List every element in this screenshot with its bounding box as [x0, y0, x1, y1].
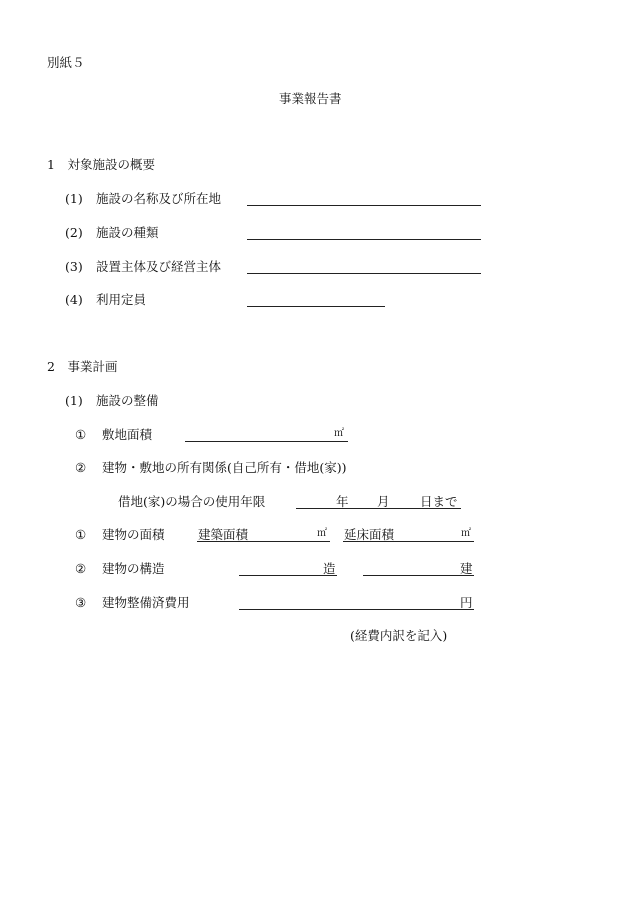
sub1-number: (1) — [65, 393, 83, 408]
ownership-mark: ② — [75, 460, 87, 475]
item1-number: (1) — [65, 191, 83, 206]
ownership-label: 建物・敷地の所有関係(自己所有・借地(家)) — [102, 460, 347, 475]
item4-label: 利用定員 — [96, 292, 147, 307]
lease-month-unit: 月 — [377, 494, 390, 509]
structure-mark: ② — [75, 561, 87, 576]
item3-number: (3) — [65, 259, 83, 274]
total-floor-area-unit: ㎡ — [461, 528, 471, 539]
sub1-label: 施設の整備 — [96, 393, 159, 408]
site-area-unit: ㎡ — [334, 428, 344, 439]
item4-number: (4) — [65, 292, 83, 307]
total-floor-area-label: 延床面積 — [344, 527, 395, 542]
structure-suffix-zo: 造 — [323, 561, 336, 576]
site-area-mark: ① — [75, 427, 87, 442]
site-area-label: 敷地面積 — [102, 427, 153, 442]
attachment-label: 別紙５ — [47, 55, 85, 70]
structure-floors-field[interactable] — [363, 575, 474, 576]
building-footprint-unit: ㎡ — [317, 528, 327, 539]
cost-mark: ③ — [75, 595, 87, 610]
item3-label: 設置主体及び経営主体 — [96, 259, 222, 274]
lease-day-unit: 日まで — [420, 494, 458, 509]
building-footprint-label: 建築面積 — [198, 527, 249, 542]
building-area-label: 建物の面積 — [102, 527, 165, 542]
item2-number: (2) — [65, 225, 83, 240]
structure-suffix-date: 建 — [460, 561, 473, 576]
section1-heading: 1 対象施設の概要 — [47, 157, 155, 172]
cost-field[interactable] — [239, 609, 474, 610]
lease-label: 借地(家)の場合の使用年限 — [118, 494, 266, 509]
cost-unit: 円 — [460, 595, 473, 610]
cost-breakdown-note: (経費内訳を記入) — [350, 628, 448, 643]
site-area-field[interactable] — [185, 441, 348, 442]
structure-label: 建物の構造 — [102, 561, 165, 576]
founder-operator-field[interactable] — [247, 273, 481, 274]
building-area-mark: ① — [75, 527, 87, 542]
cost-label: 建物整備済費用 — [102, 595, 190, 610]
document-title: 事業報告書 — [279, 91, 342, 106]
facility-type-field[interactable] — [247, 239, 481, 240]
capacity-field[interactable] — [247, 306, 385, 307]
lease-year-unit: 年 — [336, 494, 349, 509]
section2-heading: 2 事業計画 — [47, 359, 118, 374]
item2-label: 施設の種類 — [96, 225, 159, 240]
item1-label: 施設の名称及び所在地 — [96, 191, 222, 206]
facility-name-address-field[interactable] — [247, 205, 481, 206]
